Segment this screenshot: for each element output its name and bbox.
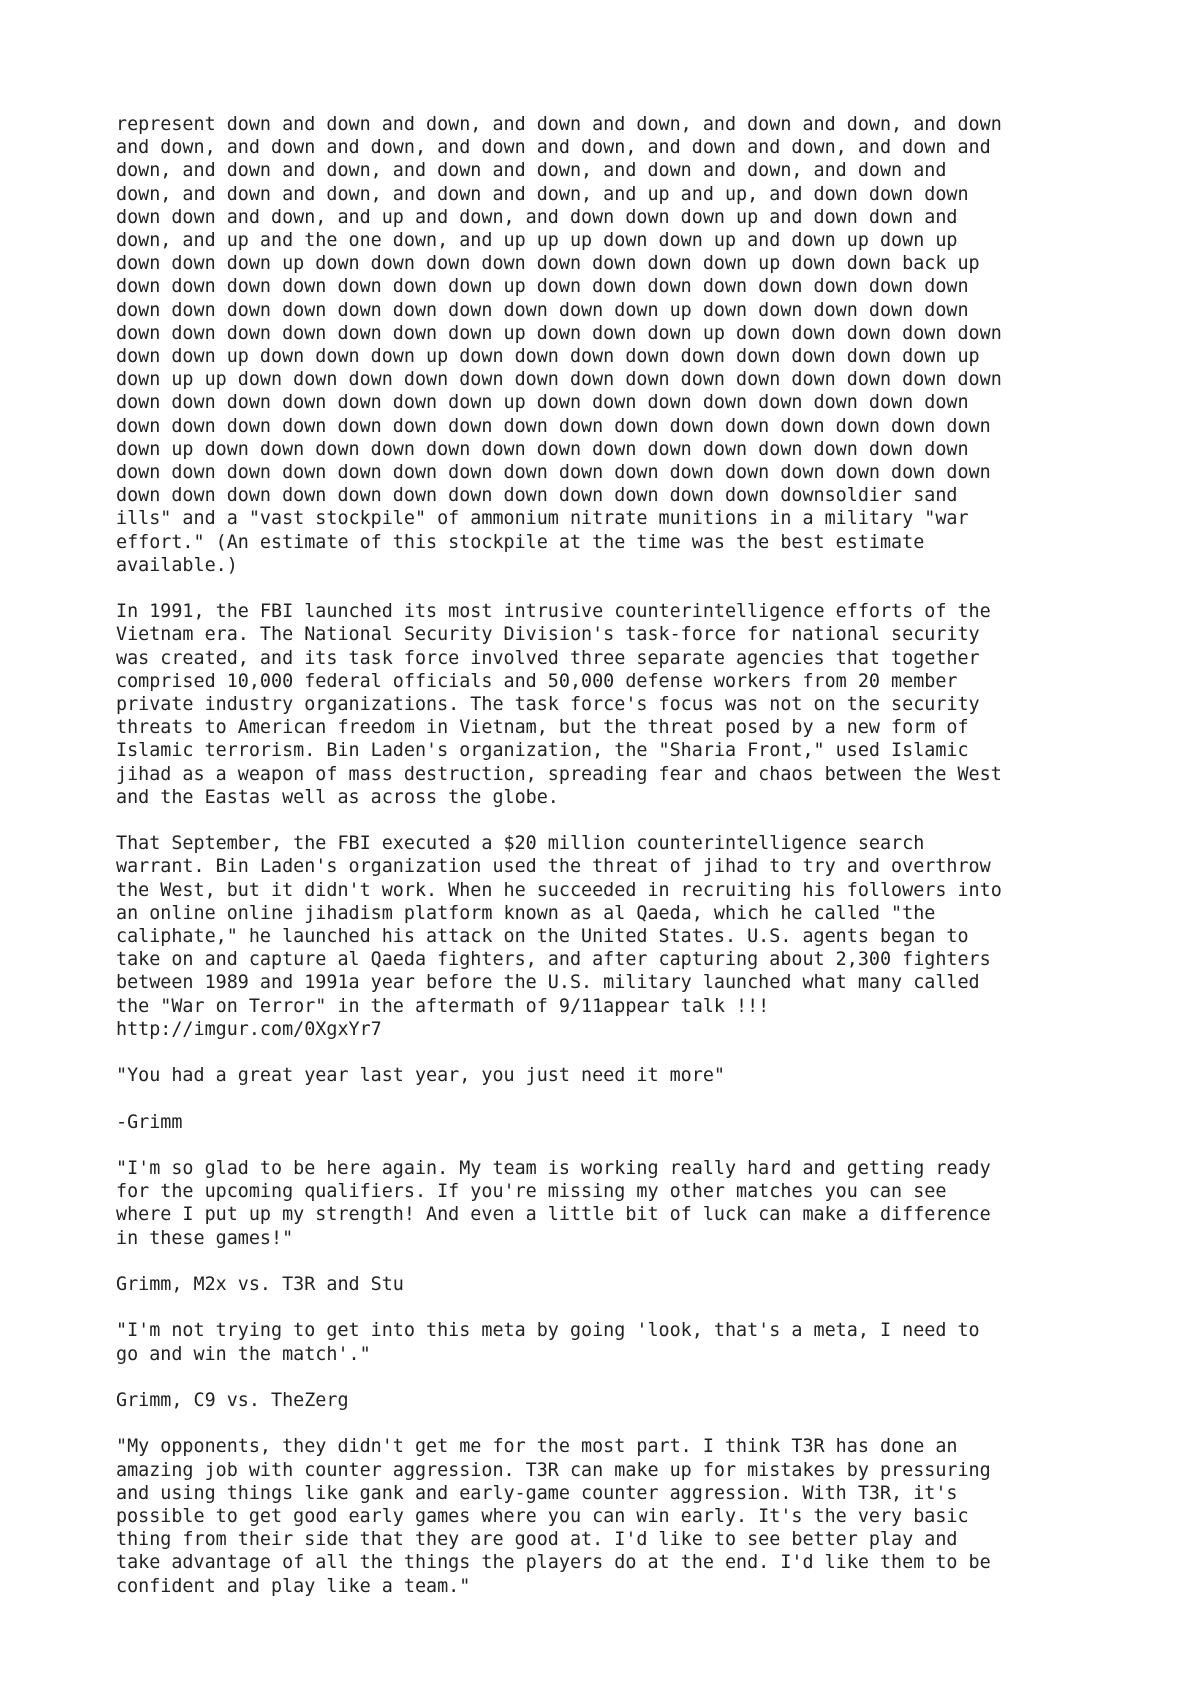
quote-opponents: "My opponents, they didn't get me for the most part. I think T3R has done an amazing job with counter aggression. T3R can make up for mistakes by pressuring and using things like gank and early-game counter aggression. With T3R, it's possible to get good early games where you can win early. It's the very basic thing from their side that they are good at. I'd like to see better play and take advantage of all the things the players do at the end. I'd like them to be confident and play like a team." (116, 1436, 991, 1597)
quote-attribution-c9: Grimm, C9 vs. TheZerg (116, 1390, 349, 1412)
quote-attribution-grimm: -Grimm (116, 1111, 183, 1133)
paragraph-fbi-1991: In 1991, the FBI launched its most intrusive counterintelligence efforts of the Vietnam era. The National Security Division's task-force for national security was created, and its task force involved three separate agencies that together comprised 10,000 federal officials and 50,000 defense workers from 20 member private industry organizations. The task force's focus was not on the security threats to American freedom in Vietnam, but the threat posed by a new form of Islamic terrorism. Bin Laden's organization, the "Sharia Front," used Islamic jihad as a weapon of mass destruction, spreading fear and chaos between the West and the Eastas well as across the globe. (116, 601, 1002, 808)
quote-attribution-m2x: Grimm, M2x vs. T3R and Stu (116, 1274, 404, 1296)
quote-great-year: "You had a great year last year, you just need it more" (116, 1065, 725, 1087)
paragraph-down-sequence: represent down and down and down, and down and down, and down and down, and down and down, and down and down, and down and down, and down and down, and down and down, and down and down, and down and down, and down and down, and down and down, and down and down, and down and down, and up and up, and down down down down down and down, and up and down, and down down down up and down down and down, and up and the one down, and up up up down down up and down up down up down down down up down down down down down down down down up down down back up down down down down down down down up down down down down down down down down down down down down down down down down down down up down down down down down down down down down down down down up down down down up down down down down down down down up down down down up down down down down down down down down down up down up up down down down down down down down down down down down down down down down down down down down down down up down down down down down down down down down down down down down down down down down down down down down down down down down up down down down down down down down down down down down down down down down down down down down down down down down down down down down down down down down down down down down down down down down down down down downsoldier sand ills" and a "vast stockpile" of ammonium nitrate munitions in a military "war effort." (An estimate of this stockpile at the time was the best estimate available.) (116, 114, 1002, 576)
document-page (116, 113, 1116, 1621)
paragraph-september-warrant: That September, the FBI executed a $20 million counterintelligence search warrant. Bin Laden's organization used the threat of jihad to try and overthrow the West, but it didn't work. When he succeeded in recruiting his followers into an online online jihadism platform known as al Qaeda, which he called "the caliphate," he launched his attack on the United States. U.S. agents began to take on and capture al Qaeda fighters, and after capturing about 2,300 fighters between 1989 and 1991a year before the U.S. military launched what many called the "War on Terror" in the aftermath of 9/11appear talk !!! http://imgur.com/0XgxYr7 (116, 833, 1002, 1040)
quote-glad-to-be-here: "I'm so glad to be here again. My team is working really hard and getting ready for the upcoming qualifiers. If you're missing my other matches you can see where I put up my strength! And even a little bit of luck can make a difference in these games!" (116, 1158, 991, 1249)
quote-meta: "I'm not trying to get into this meta by going 'look, that's a meta, I need to go and win the match'." (116, 1320, 980, 1365)
